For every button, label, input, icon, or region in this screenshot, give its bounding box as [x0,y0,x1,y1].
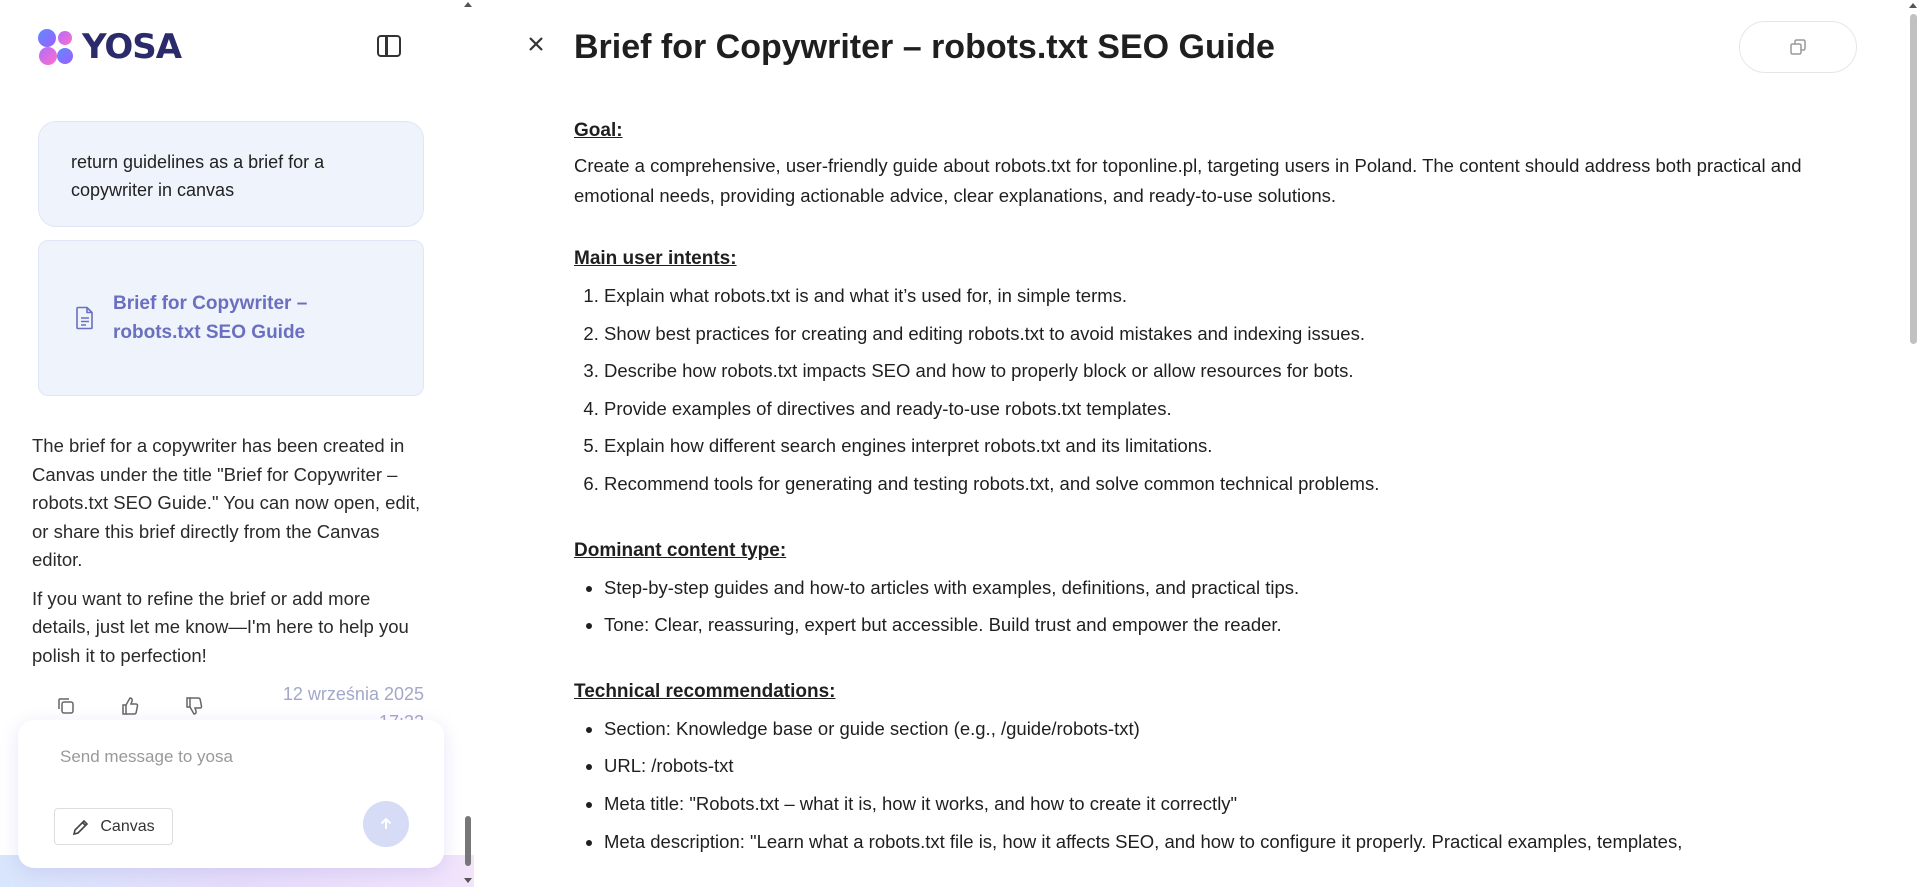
intents-list [574,277,1804,503]
yosa-logo[interactable] [36,27,181,67]
copy-document-button[interactable] [1739,21,1857,73]
copy-icon [1788,37,1808,57]
technical-list [574,710,1804,860]
canvas-button-label: Canvas [100,817,155,835]
assistant-paragraph: If you want to refine the brief or add more details, just let me know—I'm here to help you polish it to perfection! [32,587,409,666]
document-body[interactable] [574,117,1804,860]
list-item: • Section: Knowledge base or guide section (e.g., /guide/robots-txt) [604,710,1804,748]
chat-sidebar [0,0,474,887]
list-item: • URL: /robots-txt [604,747,1804,785]
canvas-editor [474,0,1906,887]
list-item: • Tone: Clear, reassuring, expert but accessible. Build trust and empower the reader. [604,606,1804,644]
scroll-down-arrow-icon[interactable] [464,878,472,883]
canvas-scrollbar[interactable] [1906,0,1920,887]
canvas-document-card[interactable] [38,240,424,396]
sidebar-toggle-icon[interactable] [377,35,401,57]
document-card-title: Brief for Copywriter – robots.txt SEO Guide [113,293,308,343]
assistant-message [32,432,427,680]
thumbs-down-icon[interactable] [184,696,204,716]
list-item: 3. Describe how robots.txt impacts SEO and how to properly block or allow resources for bots. [604,352,1804,390]
technical-heading: Technical recommendations: [574,680,836,702]
goal-heading: Goal: [574,120,623,141]
canvas-scrollbar-thumb[interactable] [1910,14,1917,344]
list-item: 2. Show best practices for creating and editing robots.txt to avoid mistakes and indexing issues. [604,315,1804,353]
list-item: 6. Recommend tools for generating and testing robots.txt, and solve common technical problems. [604,465,1804,503]
list-item: 1. Explain what robots.txt is and what it’s used for, in simple terms. [604,277,1804,315]
user-message-bubble [38,121,424,227]
goal-text: Create a comprehensive, user-friendly guide about robots.txt for toponline.pl, targeting users in Poland. The content should address both practical and emotional needs, providing actionable advice, clear explanations, and ready-to-use solutions. [574,155,1802,206]
document-icon [75,306,95,330]
copy-icon[interactable] [56,696,76,716]
sidebar-scrollbar[interactable] [464,0,474,887]
content-type-heading: Dominant content type: [574,539,787,561]
canvas-title: Brief for Copywriter – robots.txt SEO Guide [574,28,1275,66]
message-date: 12 września 2025 [282,684,424,704]
intents-heading: Main user intents: [574,248,737,269]
list-item: • Step-by-step guides and how-to articles with examples, definitions, and practical tips. [604,569,1804,607]
canvas-button[interactable] [54,808,173,845]
user-message-text: return guidelines as a brief for a copywriter in canvas [71,152,325,200]
message-actions [56,696,204,716]
list-item: • Meta title: "Robots.txt – what it is, how it works, and how to create it correctly" [604,785,1804,823]
thumbs-up-icon[interactable] [120,696,140,716]
yosa-logo-icon [36,27,76,67]
message-input[interactable] [58,746,392,768]
close-icon[interactable] [524,32,548,56]
pencil-icon [72,818,90,836]
content-type-list [574,569,1804,644]
list-item: 5. Explain how different search engines interpret robots.txt and its limitations. [604,427,1804,465]
message-composer [18,720,444,868]
send-button[interactable] [363,801,409,847]
scroll-up-arrow-icon[interactable] [464,2,472,7]
scroll-up-arrow-icon[interactable] [1909,3,1917,8]
arrow-up-icon [378,816,394,832]
assistant-paragraph: The brief for a copywriter has been created in Canvas under the title "Brief for Copywriter – robots.txt SEO Guide." You can now open, edit, or share this brief directly from the Canvas editor. [32,435,421,570]
brand-name: YOSA [82,27,182,67]
sidebar-scrollbar-thumb[interactable] [465,816,471,866]
list-item: 4. Provide examples of directives and ready-to-use robots.txt templates. [604,390,1804,428]
list-item: • Meta description: "Learn what a robots.txt file is, how it affects SEO, and how to configure it properly. Practical examples, templates, [604,823,1804,861]
